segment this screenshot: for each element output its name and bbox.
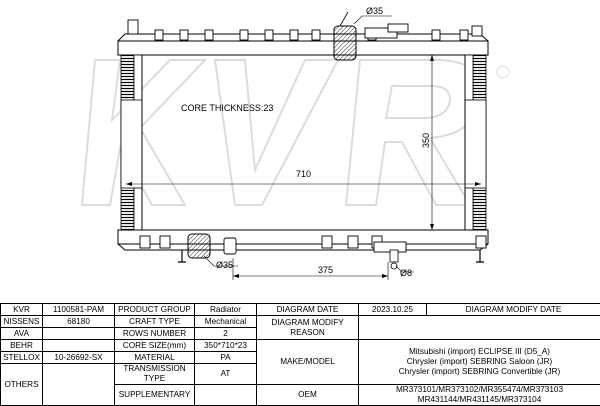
table-cell: AT <box>195 364 257 385</box>
table-cell <box>43 340 115 352</box>
table-row <box>1 304 600 316</box>
table-cell <box>359 316 600 340</box>
oem-line: MR431144/MR431145/MR373104 <box>361 395 598 405</box>
table-cell: MAKE/MODEL <box>257 340 359 385</box>
table-cell: MATERIAL <box>115 352 195 364</box>
table-cell: CORE SIZE(mm) <box>115 340 195 352</box>
table-cell: PRODUCT GROUP <box>115 304 195 316</box>
table-row <box>1 340 600 352</box>
table-cell: DIAGRAM MODIFY REASON <box>257 316 359 340</box>
table-cell: 68180 <box>43 316 115 328</box>
oem-line: MR373101/MR373102/MR355474/MR373103 <box>361 385 598 395</box>
table-cell: 350*710*23 <box>195 340 257 352</box>
bottom-tank <box>118 230 488 262</box>
pipe-offset-dimension <box>233 258 388 280</box>
right-side-tank <box>465 55 486 230</box>
table-cell: STELLOX <box>1 352 43 364</box>
table-cell: 10-26692-SX <box>43 352 115 364</box>
spec-table <box>0 303 600 406</box>
table-cell: NISSENS <box>1 316 43 328</box>
lower-pipe-diameter-label: Ø35 <box>216 260 233 270</box>
pipe-offset-label: 375 <box>318 265 333 275</box>
table-cell: Mechanical <box>195 316 257 328</box>
table-cell: ROWS NUMBER <box>115 328 195 340</box>
top-tank <box>118 20 488 55</box>
drain-plug <box>390 250 398 269</box>
table-cell: CRAFT TYPE <box>115 316 195 328</box>
table-cell: DIAGRAM MODIFY DATE <box>427 304 600 316</box>
make-model-cell <box>359 340 600 385</box>
table-cell: 1100581-PAM <box>43 304 115 316</box>
table-cell <box>43 328 115 340</box>
table-cell <box>195 385 257 406</box>
table-cell: PA <box>195 352 257 364</box>
height-dimension <box>421 55 434 230</box>
upper-hose-inlet <box>334 12 356 60</box>
table-cell: TRANSMISSION TYPE <box>115 364 195 385</box>
table-cell: 2 <box>195 328 257 340</box>
left-side-tank <box>121 55 142 230</box>
upper-pipe-diameter-label: Ø35 <box>366 6 383 16</box>
width-dimension <box>126 169 481 186</box>
table-cell: SUPPLEMENTARY <box>115 385 195 406</box>
table-cell: AVA <box>1 328 43 340</box>
table-cell: Radiator <box>195 304 257 316</box>
table-row <box>1 316 600 328</box>
make-model-line: Chrysler (import) SEBRING Convertible (JR) <box>361 367 598 377</box>
core-thickness-label: CORE THICKNESS:23 <box>181 103 273 113</box>
table-cell: KVR <box>1 304 43 316</box>
table-cell: DIAGRAM DATE <box>257 304 359 316</box>
table-cell: OTHERS <box>1 364 43 406</box>
make-model-line: Mitsubishi (import) ECLIPSE III (D5_A) <box>361 347 598 357</box>
table-cell: OEM <box>257 385 359 406</box>
width-dimension-label: 710 <box>296 169 311 179</box>
oem-cell <box>359 385 600 406</box>
make-model-line: Chrysler (import) SEBRING Saloon (JR) <box>361 357 598 367</box>
lower-hose-outlet <box>188 234 210 258</box>
radiator-core <box>142 55 465 230</box>
table-cell: 2023.10.25 <box>359 304 427 316</box>
kvr-watermark-logo <box>82 60 509 205</box>
table-cell <box>43 364 115 406</box>
table-cell: BEHR <box>1 340 43 352</box>
height-dimension-label: 350 <box>421 133 431 148</box>
drain-diameter-label: Ø8 <box>400 268 412 278</box>
